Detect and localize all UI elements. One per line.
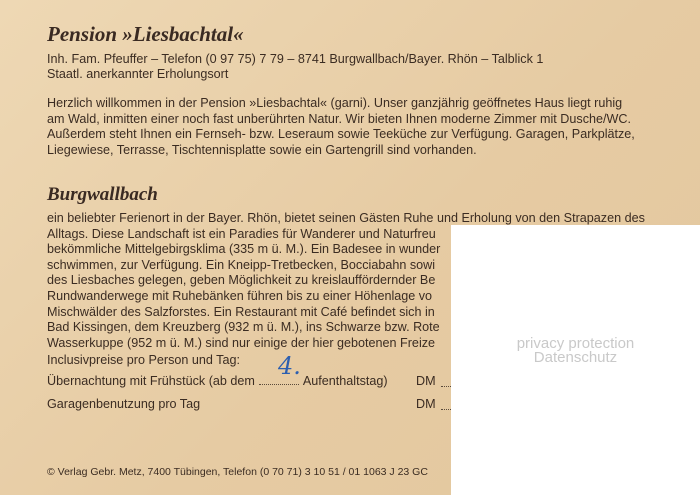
approved-line: Staatl. anerkannter Erholungsort [47, 67, 229, 81]
privacy-text [451, 337, 700, 365]
welcome-line: Außerdem steht Ihnen ein Fernseh- bzw. Leseraum sowie Teeküche zur Verfügung. Garagen, Parkplätze, [47, 127, 635, 142]
fill-in-dots [259, 384, 299, 385]
page-title: Pension »Liesbachtal« [47, 22, 244, 46]
contact-line: Inh. Fam. Pfeuffer – Telefon (0 97 75) 7 79 – 8741 Burgwallbach/Bayer. Rhön – Talblick 1 [47, 52, 544, 66]
privacy-line-en: privacy protection [516, 335, 635, 352]
publisher-footer: © Verlag Gebr. Metz, 7400 Tübingen, Telefon (0 70 71) 3 10 51 / 01 1063 J 23 GC [47, 466, 428, 478]
description-line: ein beliebter Ferienort in der Bayer. Rhön, bietet seinen Gästen Ruhe und Erholung von den Strapazen des [47, 211, 645, 225]
description-line: des Liesbaches gelegen, geben Möglichkeit zu kreislauffördernder Be [47, 273, 436, 288]
price-row-overnight [47, 374, 388, 388]
description-line: schwimmen, zur Verfügung. Ein Kneipp-Tretbecken, Bocciabahn sowi [47, 257, 436, 272]
price-fill-line [441, 409, 451, 410]
prices-heading: Inclusivpreise pro Person und Tag: [47, 353, 240, 367]
section-title: Burgwallbach [47, 184, 158, 205]
price-row-garage: Garagenbenutzung pro Tag [47, 397, 201, 411]
overnight-label-end: Aufenthaltstag) [302, 374, 388, 388]
description-line: Rundwanderwege mit Ruhebänken führen bis zu einer Höhenlage vo [47, 288, 433, 303]
description-line: Wasserkuppe (952 m ü. M.) sind nur einige der hier gebotenen Freize [47, 335, 436, 350]
currency-label: DM [416, 374, 436, 388]
welcome-paragraph [47, 96, 635, 158]
price-fill-line [441, 386, 451, 387]
privacy-overlay [451, 225, 700, 495]
description-line: Alltags. Diese Landschaft ist ein Paradies für Wanderer und Naturfreu [47, 226, 436, 241]
welcome-line: Herzlich willkommen in der Pension »Liesbachtal« (garni). Unser ganzjährig geöffnetes Haus liegt ruhig [47, 96, 623, 110]
description-line: Mischwälder des Salzforstes. Ein Restaurant mit Café befindet sich in [47, 304, 435, 319]
welcome-line: Liegewiese, Terrasse, Tischtennisplatte sowie ein Gartengrill sind vorhanden. [47, 142, 477, 157]
description-line: bekömmliche Mittelgebirgsklima (335 m ü. M.). Ein Badesee in wunder [47, 242, 441, 257]
overnight-label-start: Übernachtung mit Frühstück (ab dem [47, 374, 255, 388]
description-line: Bad Kissingen, dem Kreuzberg (932 m ü. M.), ins Schwarze bzw. Rote [47, 320, 440, 335]
privacy-line-de: Datenschutz [533, 349, 618, 366]
welcome-line: am Wald, inmitten einer noch fast unberührten Natur. Wir bieten Ihnen moderne Zimmer mit Dusche/WC. [47, 111, 631, 126]
currency-label: DM [416, 397, 436, 411]
handwritten-value: 4. [278, 352, 301, 380]
